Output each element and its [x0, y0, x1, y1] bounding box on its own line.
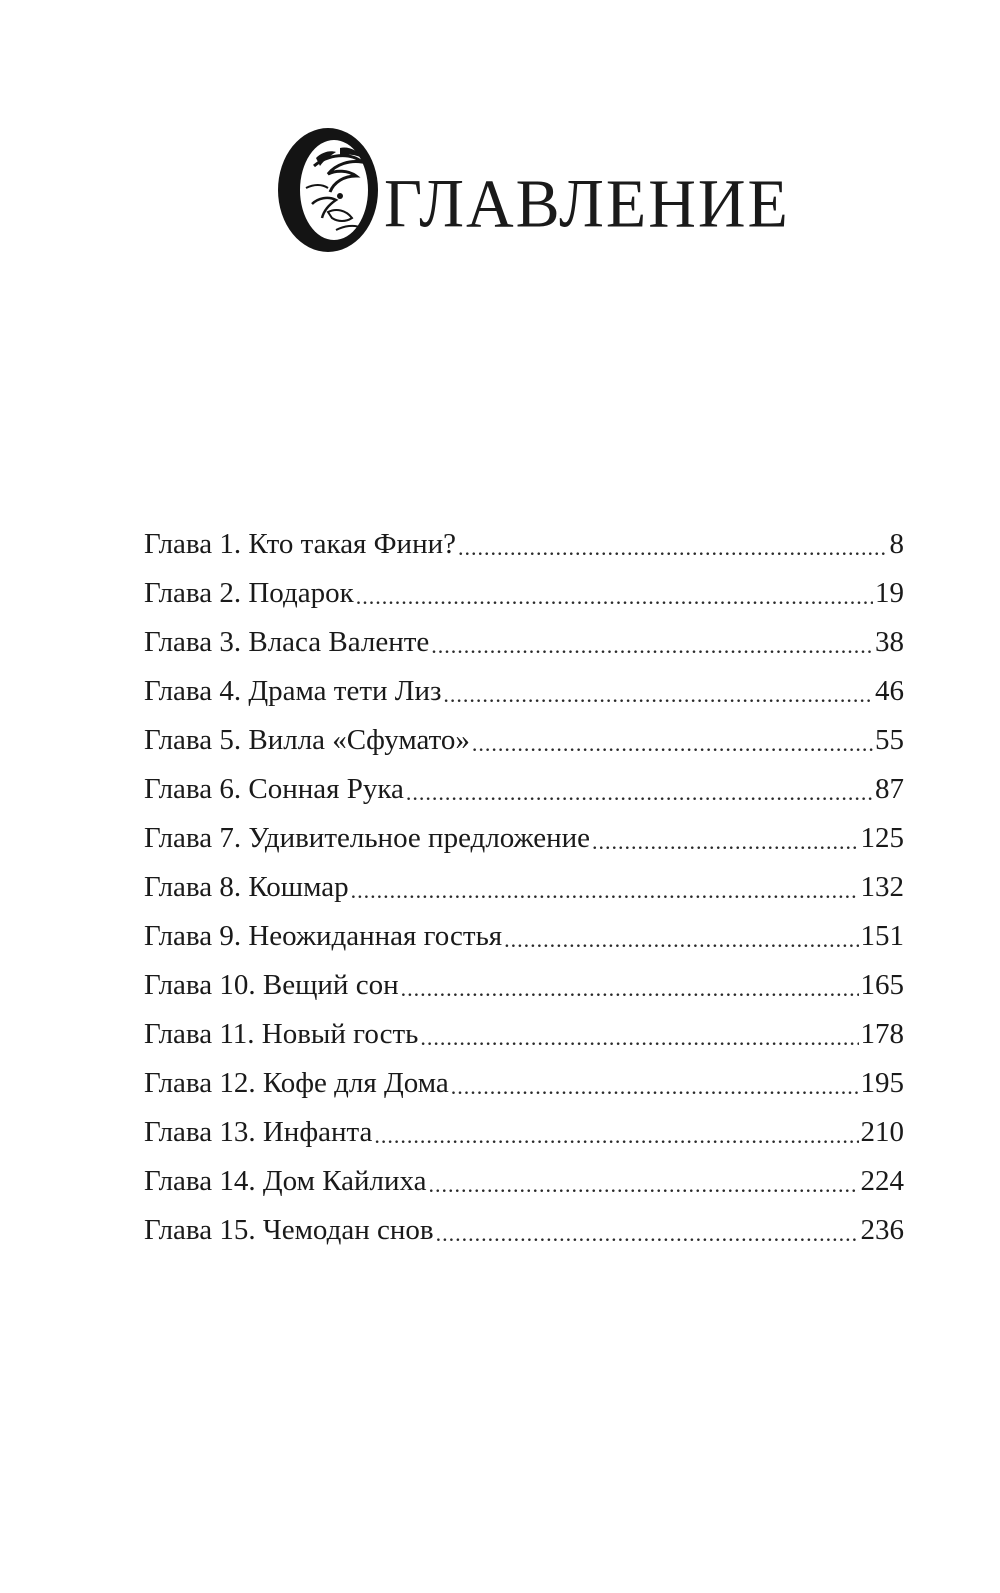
- dot-leader: [443, 673, 873, 703]
- toc-entry-label: Глава 9. Неожиданная гостья: [144, 920, 503, 952]
- toc-entry-label: Глава 4. Драма тети Лиз: [144, 675, 442, 707]
- toc-entry[interactable]: [144, 524, 904, 573]
- dot-leader: [356, 575, 873, 605]
- dot-leader: [420, 1016, 858, 1046]
- decorative-initial-o: [270, 118, 390, 258]
- dot-leader: [351, 869, 859, 899]
- dot-leader: [472, 722, 873, 752]
- title-text: ГЛАВЛЕНИЕ: [384, 165, 790, 243]
- toc-entry-page: 8: [889, 528, 904, 560]
- toc-entry[interactable]: [144, 965, 904, 1014]
- toc-entry-page: 224: [860, 1165, 904, 1197]
- toc-entry-page: 46: [875, 675, 904, 707]
- dot-leader: [458, 526, 888, 556]
- toc-entry-label: Глава 15. Чемодан снов: [144, 1214, 434, 1246]
- dot-leader: [592, 820, 858, 850]
- dot-leader: [406, 771, 873, 801]
- toc-entry-label: Глава 3. Власа Валенте: [144, 626, 430, 658]
- toc-entry-label: Глава 8. Кошмар: [144, 871, 349, 903]
- toc-entry-label: Глава 6. Сонная Рука: [144, 773, 404, 805]
- toc-entry[interactable]: [144, 1014, 904, 1063]
- toc-entry[interactable]: [144, 720, 904, 769]
- toc-entry-label: Глава 7. Удивительное предложение: [144, 822, 591, 854]
- page-title: [270, 118, 790, 258]
- toc-entry-page: 38: [875, 626, 904, 658]
- toc-entry-label: Глава 14. Дом Кайлиха: [144, 1165, 427, 1197]
- dot-leader: [429, 1163, 859, 1193]
- toc-entry[interactable]: [144, 622, 904, 671]
- toc-entry-label: Глава 11. Новый гость: [144, 1018, 419, 1050]
- toc-entry-page: 19: [875, 577, 904, 609]
- dot-leader: [504, 918, 858, 948]
- dot-leader: [374, 1114, 858, 1144]
- toc-entry-page: 87: [875, 773, 904, 805]
- toc-entry-page: 236: [860, 1214, 904, 1246]
- toc-entry-page: 195: [860, 1067, 904, 1099]
- dot-leader: [436, 1212, 859, 1242]
- toc-entry-label: Глава 12. Кофе для Дома: [144, 1067, 449, 1099]
- toc-entry[interactable]: [144, 818, 904, 867]
- toc-entry[interactable]: [144, 573, 904, 622]
- toc-entry-page: 55: [875, 724, 904, 756]
- table-of-contents: [144, 524, 904, 1259]
- toc-entry-page: 210: [860, 1116, 904, 1148]
- toc-entry-page: 125: [860, 822, 904, 854]
- toc-entry[interactable]: [144, 867, 904, 916]
- toc-entry[interactable]: [144, 671, 904, 720]
- toc-entry-label: Глава 1. Кто такая Фини?: [144, 528, 456, 560]
- toc-entry[interactable]: [144, 1112, 904, 1161]
- toc-entry[interactable]: [144, 916, 904, 965]
- dot-leader: [401, 967, 859, 997]
- toc-entry-label: Глава 13. Инфанта: [144, 1116, 373, 1148]
- toc-entry-page: 151: [860, 920, 904, 952]
- toc-entry-page: 178: [860, 1018, 904, 1050]
- toc-entry[interactable]: [144, 769, 904, 818]
- toc-entry-label: Глава 5. Вилла «Сфумато»: [144, 724, 470, 756]
- toc-entry[interactable]: [144, 1063, 904, 1112]
- dot-leader: [451, 1065, 859, 1095]
- toc-entry[interactable]: [144, 1161, 904, 1210]
- toc-entry-label: Глава 2. Подарок: [144, 577, 354, 609]
- dot-leader: [431, 624, 873, 654]
- toc-entry-label: Глава 10. Вещий сон: [144, 969, 399, 1001]
- toc-entry-page: 165: [860, 969, 904, 1001]
- toc-entry-page: 132: [860, 871, 904, 903]
- toc-entry[interactable]: [144, 1210, 904, 1259]
